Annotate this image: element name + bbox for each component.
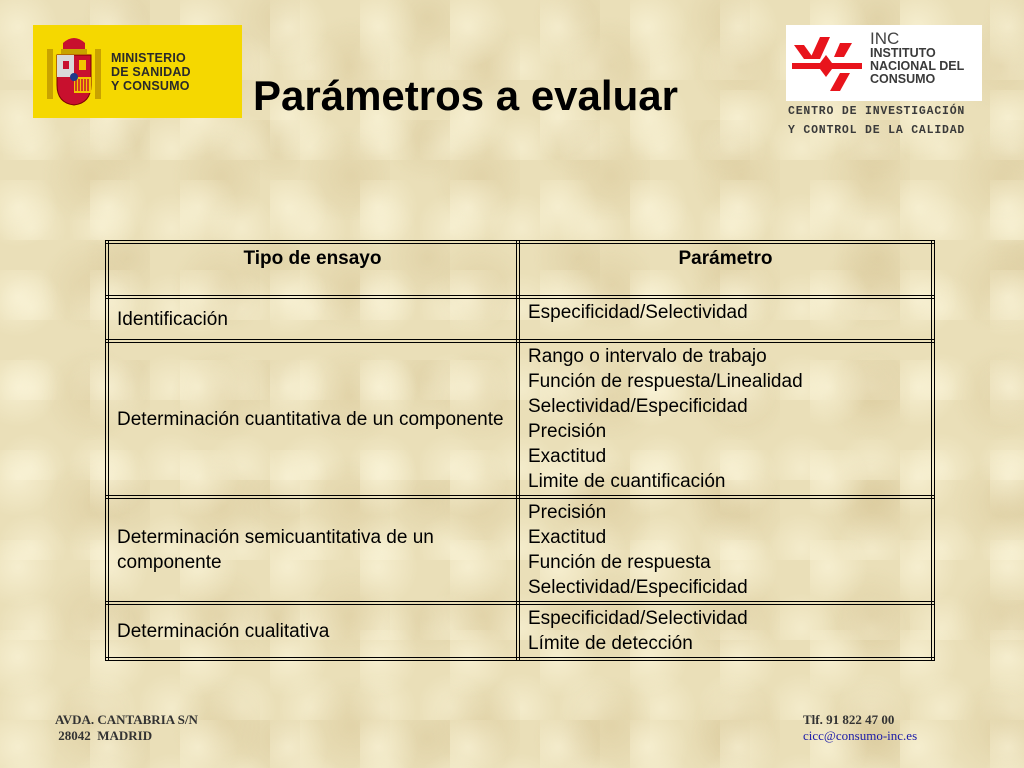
inc-name <box>870 30 964 86</box>
parameter-item: Límite de detección <box>528 633 693 654</box>
column-header-parameter: Parámetro <box>518 242 933 297</box>
parameter-item: Especificidad/Selectividad <box>528 302 748 323</box>
parameter-item: Selectividad/Especificidad <box>528 577 748 598</box>
parameter-item: Exactitud <box>528 527 607 548</box>
parameter-item: Función de respuesta/Linealidad <box>528 371 803 392</box>
test-type-cell: Determinación semicuantitativa de un componente <box>107 497 518 603</box>
parameter-item: Selectividad/Especificidad <box>528 396 748 417</box>
address-line: AVDA. CANTABRIA S/N <box>55 712 198 727</box>
parameter-item: Exactitud <box>528 446 607 467</box>
ministry-line: MINISTERIO <box>111 50 186 65</box>
parameters-cell <box>518 341 933 497</box>
footer-contact <box>803 712 917 744</box>
table-row <box>107 603 933 659</box>
parameters-cell <box>518 497 933 603</box>
table-row <box>107 297 933 341</box>
parameter-item: Precisión <box>528 502 607 523</box>
inc-logo <box>786 25 982 101</box>
inc-center-name <box>788 102 965 140</box>
parameter-item: Limite de cuantificación <box>528 471 726 492</box>
inc-center-line: CENTRO DE INVESTIGACIÓN <box>788 105 966 118</box>
parameters-cell <box>518 297 933 341</box>
inc-abbreviation: INC <box>870 29 900 48</box>
parameter-item: Función de respuesta <box>528 552 711 573</box>
inc-line: NACIONAL DEL <box>870 59 965 73</box>
inc-mark-icon <box>790 33 864 93</box>
inc-center-line: Y CONTROL DE LA CALIDAD <box>788 124 966 137</box>
phone-number: Tlf. 91 822 47 00 <box>803 712 895 727</box>
parameter-item: Especificidad/Selectividad <box>528 608 748 629</box>
table-header-row <box>107 242 933 297</box>
table-row <box>107 497 933 603</box>
test-type-cell: Determinación cuantitativa de un componente <box>107 341 518 497</box>
ministry-name <box>111 51 191 93</box>
ministry-logo <box>33 25 242 118</box>
test-type-cell: Identificación <box>107 297 518 341</box>
test-type-cell: Determinación cualitativa <box>107 603 518 659</box>
inc-line: CONSUMO <box>870 72 936 86</box>
ministry-line: Y CONSUMO <box>111 78 190 93</box>
footer-address <box>55 712 198 744</box>
column-header-test-type: Tipo de ensayo <box>107 242 518 297</box>
parameters-cell <box>518 603 933 659</box>
inc-line: INSTITUTO <box>870 46 936 60</box>
coat-of-arms-icon <box>45 35 103 109</box>
parameter-item: Rango o intervalo de trabajo <box>528 346 767 367</box>
ministry-line: DE SANIDAD <box>111 64 191 79</box>
address-line: 28042 MADRID <box>55 728 153 743</box>
page-title: Parámetros a evaluar <box>253 72 678 119</box>
parameters-table <box>105 240 935 661</box>
email-link[interactable]: cicc@consumo-inc.es <box>803 728 918 743</box>
parameter-item: Precisión <box>528 421 607 442</box>
table-row <box>107 341 933 497</box>
